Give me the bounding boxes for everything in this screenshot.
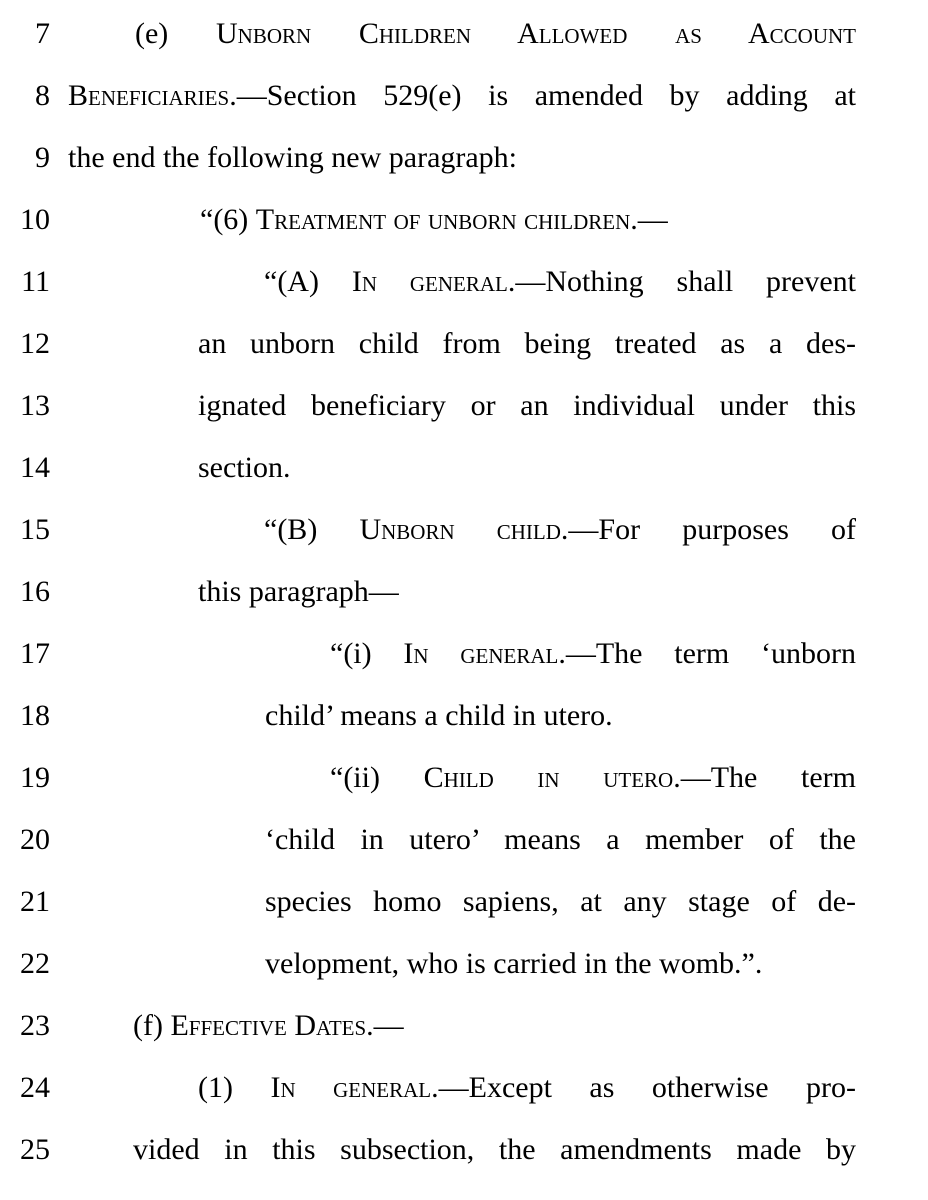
line-number: 25 — [20, 1133, 50, 1166]
bill-line — [0, 437, 928, 499]
line-text: (f) Effective Dates.— — [133, 1009, 404, 1042]
bill-line — [0, 623, 928, 685]
section-heading: Unborn child — [359, 513, 561, 546]
line-text: “(ii) Child in utero.—The term — [330, 761, 856, 794]
bill-line — [0, 685, 928, 747]
line-number: 23 — [20, 1009, 50, 1042]
line-text: ignated beneficiary or an individual under this — [198, 389, 856, 422]
line-text: (e) Unborn Children Allowed as Account — [135, 17, 856, 50]
bill-line — [0, 1057, 928, 1119]
line-text: “(6) Treatment of unborn children.— — [200, 203, 668, 236]
line-number: 9 — [35, 141, 50, 174]
line-text: an unborn child from being treated as a des- — [198, 327, 856, 360]
line-number: 14 — [20, 451, 50, 484]
line-text: section. — [198, 451, 291, 484]
line-number: 18 — [20, 699, 50, 732]
section-heading: Beneficiaries — [68, 79, 230, 112]
line-text: “(i) In general.—The term ‘unborn — [330, 637, 856, 670]
bill-line — [0, 871, 928, 933]
bill-line — [0, 375, 928, 437]
line-number: 11 — [21, 265, 50, 298]
line-text: the end the following new paragraph: — [68, 141, 518, 174]
line-text: ‘child in utero’ means a member of the — [265, 823, 856, 856]
line-text: this paragraph— — [198, 575, 399, 608]
line-number: 22 — [20, 947, 50, 980]
line-text: “(A) In general.—Nothing shall prevent — [264, 265, 856, 298]
line-number: 21 — [20, 885, 50, 918]
section-heading: Treatment of unborn children — [255, 203, 631, 236]
line-number: 10 — [20, 203, 50, 236]
section-heading: Child in utero — [423, 761, 674, 794]
line-number: 16 — [20, 575, 50, 608]
line-text: (1) In general.—Except as otherwise pro- — [198, 1071, 856, 1104]
bill-line — [0, 313, 928, 375]
bill-line — [0, 561, 928, 623]
line-number: 7 — [35, 17, 50, 50]
line-number: 13 — [20, 389, 50, 422]
bill-line — [0, 65, 928, 127]
bill-line — [0, 995, 928, 1057]
line-text: velopment, who is carried in the womb.”. — [265, 947, 763, 980]
line-text: Beneficiaries.—Section 529(e) is amended by adding at — [68, 79, 856, 112]
line-text: vided in this subsection, the amendments made by — [133, 1133, 856, 1166]
bill-line — [0, 189, 928, 251]
bill-line — [0, 747, 928, 809]
line-text: child’ means a child in utero. — [265, 699, 613, 732]
line-text: “(B) Unborn child.—For purposes of — [264, 513, 856, 546]
bill-line — [0, 499, 928, 561]
bill-line — [0, 3, 928, 65]
bill-line — [0, 933, 928, 995]
bill-line — [0, 1119, 928, 1181]
line-number: 24 — [20, 1071, 50, 1104]
bill-line — [0, 809, 928, 871]
bill-line — [0, 127, 928, 189]
line-number: 12 — [20, 327, 50, 360]
line-number: 19 — [20, 761, 50, 794]
line-number: 15 — [20, 513, 50, 546]
section-heading: In general — [270, 1071, 432, 1104]
section-heading: Effective Dates — [170, 1009, 367, 1042]
line-number: 17 — [20, 637, 50, 670]
bill-line — [0, 251, 928, 313]
section-heading: In general — [351, 265, 508, 298]
line-text: species homo sapiens, at any stage of de- — [265, 885, 856, 918]
section-heading: In general — [403, 637, 559, 670]
line-number: 8 — [35, 79, 50, 112]
section-heading: Unborn Children Allowed as Account — [216, 17, 856, 50]
line-number: 20 — [20, 823, 50, 856]
